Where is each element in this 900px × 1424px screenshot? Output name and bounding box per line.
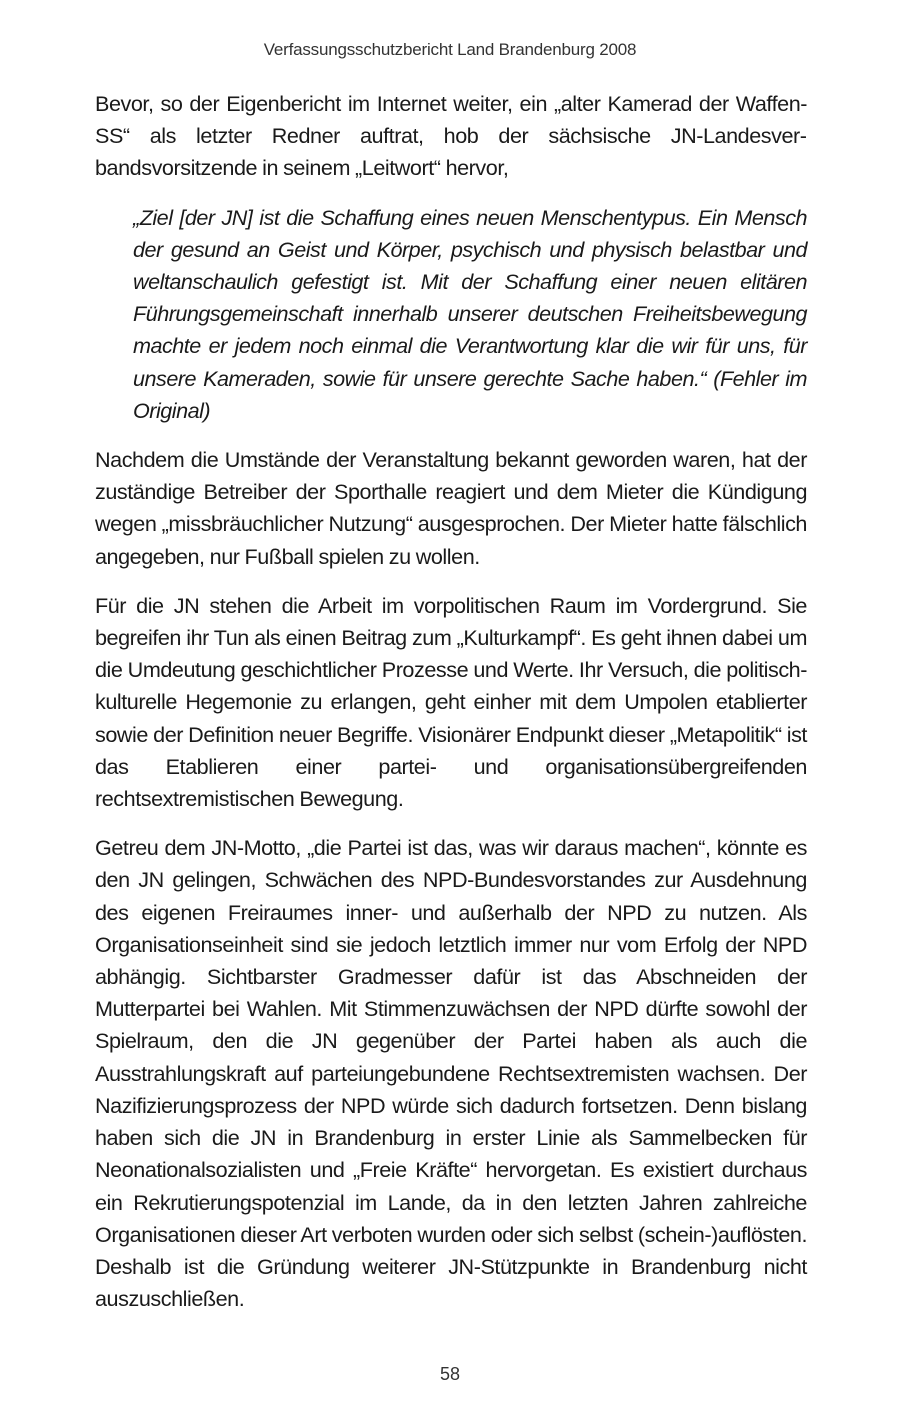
quote-note: (Fehler im Original) <box>133 365 808 423</box>
page-number: 58 <box>439 1364 461 1384</box>
block-quote <box>133 202 807 427</box>
paragraph-4: Getreu dem JN-Motto, „die Partei ist das, was wir daraus machen“, könnte es den JN gelingen, Schwächen des NPD-Bundesvorstandes zur Ausdehnung des eigenen Freiraumes inner- und außerhalb der NPD zu nutzen. Als Organisationseinheit sind sie jedoch letztlich immer nur vom Erfolg der NPD abhängig. Sichtbarster Gradmesser dafür ist das Abschneiden der Mutterpartei bei Wahlen. Mit Stimmenzuwächsen der NPD dürfte sowohl der Spielraum, den die JN gegenüber der Partei haben als auch die Ausstrahlungskraft auf parteiungebundene Rechtsextremisten wachsen. Der Nazifizierungsprozess der NPD würde sich dadurch fortsetzen. Denn bislang haben sich die JN in Brandenburg in erster Linie als Sammelbecken für Neonationalsozialisten und „Freie Kräfte“ hervorgetan. Es existiert durchaus ein Rekrutierungspotenzial im Lande, da in den letzten Jahren zahlreiche Organisationen dieser Art verboten wurden oder sich selbst (schein-)auflösten. Deshalb ist die Gründung weiterer JN-Stützpunkte in Brandenburg nicht auszuschließen. <box>95 835 807 1312</box>
quote-text: „Ziel [der JN] ist die Schaffung eines neuen Menschentypus. Ein Mensch der gesund an Geist und Körper, psychisch und physisch belastbar und weltanschaulich gefestigt ist. Mit der Schaffung einer neuen elitären Führungsgemeinschaft innerhalb unserer deutschen Freiheitsbewegung machte er jedem noch einmal die Verantwortung klar die wir für uns, für unsere Kameraden, sowie für unsere gerechte Sache haben.“ <box>133 204 807 391</box>
body-text <box>95 88 807 1332</box>
running-header: Verfassungsschutzbericht Land Brandenburg 2008 <box>263 40 637 59</box>
paragraph-3: Für die JN stehen die Arbeit im vorpolitischen Raum im Vordergrund. Sie begreifen ihr Tun als einen Beitrag zum „Kulturkampf“. Es geht ihnen dabei um die Umdeutung geschichtlicher Prozesse und Werte. Ihr Versuch, die politisch-kulturelle Hegemonie zu erlangen, geht einher mit dem Umpolen etablierter sowie der Definition neuer Begriffe. Visionärer Endpunkt dieser „Metapolitik“ ist das Etablieren einer partei- und organisationsübergreifenden rechtsextremistischen Bewegung. <box>95 592 807 812</box>
paragraph-1: Bevor, so der Eigenbericht im Internet weiter, ein „alter Kamerad der Waffen-SS“ als letzter Redner auftrat, hob der sächsische JN-Landesverbandsvorsitzende in seinem „Leitwort“ hervor, <box>95 91 807 181</box>
paragraph-2: Nachdem die Umstände der Veranstaltung bekannt geworden waren, hat der zuständige Betreiber der Sporthalle reagiert und dem Mieter die Kündigung wegen „missbräuchlicher Nutzung“ ausgesprochen. Der Mieter hatte fälschlich angegeben, nur Fußball spielen zu wollen. <box>95 447 807 569</box>
